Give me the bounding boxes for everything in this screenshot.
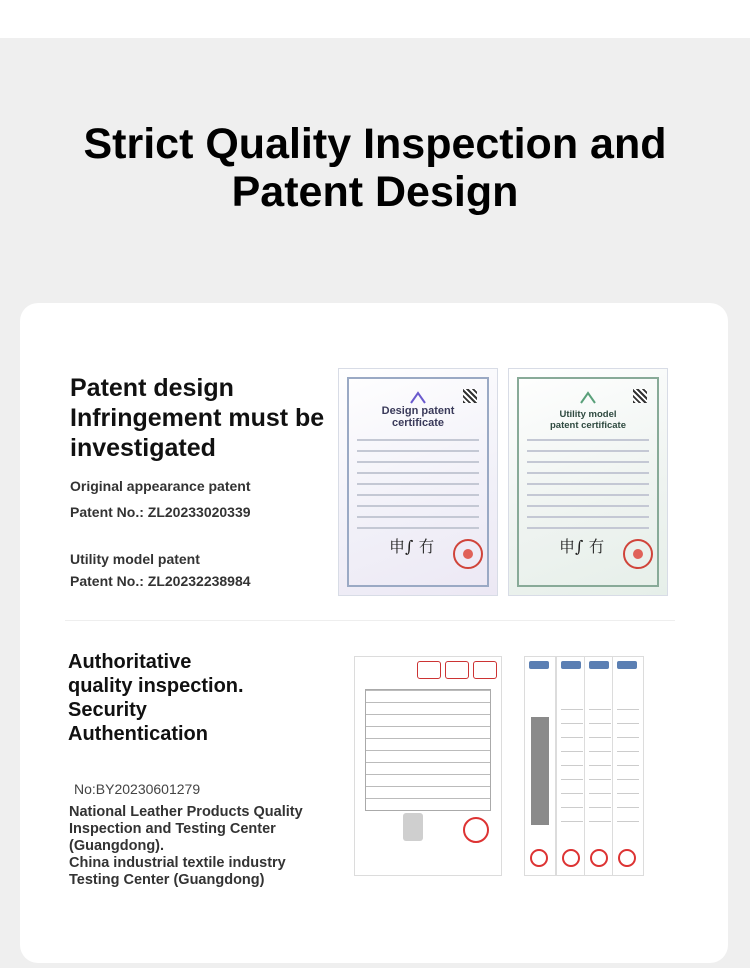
testing-center-line: National Leather Products Quality [69, 804, 303, 820]
testing-center-line: Testing Center (Guangdong) [69, 872, 265, 888]
testing-center-text [69, 804, 339, 889]
inspection-seal-icon [562, 849, 580, 867]
inspection-seal-icon [463, 817, 489, 843]
certificate-text-lines [527, 439, 649, 538]
product-photo [403, 813, 423, 841]
appearance-patent-number: Patent No.: ZL20233020339 [70, 504, 251, 520]
page-heading [0, 120, 750, 216]
report-table [365, 689, 491, 811]
inspection-seal-icon [530, 849, 548, 867]
report-logo-icon [617, 661, 637, 669]
appearance-patent-label: Original appearance patent [70, 478, 251, 494]
signature-icon: 申∫ 冇 [389, 537, 435, 556]
testing-center-line: (Guangdong). [69, 838, 165, 854]
heading-line-2: Patent Design [231, 168, 519, 216]
heading-line-1: Strict Quality Inspection and [83, 120, 667, 168]
patent-logo-icon [409, 391, 427, 405]
report-column [531, 717, 549, 825]
report-logo-icon [529, 661, 549, 669]
certificate-title [509, 409, 667, 431]
section-divider [65, 620, 675, 621]
inspection-title-line: Security [68, 699, 147, 721]
utility-model-certificate [508, 368, 668, 596]
certificate-title-line: certificate [392, 417, 444, 429]
report-logo-icon [561, 661, 581, 669]
report-number: No:BY20230601279 [74, 781, 201, 797]
inspection-title-line: Authoritative [68, 651, 192, 673]
design-patent-certificate [338, 368, 498, 596]
inspection-seal-icon [590, 849, 608, 867]
certificate-title-line: Design patent [381, 405, 455, 417]
official-seal-icon [453, 539, 483, 569]
certification-logos [359, 661, 497, 683]
top-strip [0, 0, 750, 38]
certificate-text-lines [357, 439, 479, 538]
utility-patent-label: Utility model patent [70, 551, 200, 567]
report-column [561, 697, 583, 835]
patent-logo-icon [579, 391, 597, 405]
signature-icon: 申∫ 冇 [559, 537, 605, 556]
testing-center-line: China industrial textile industry [69, 855, 286, 871]
qr-code-icon [463, 389, 477, 403]
report-page [612, 656, 644, 876]
inspection-title-line: quality inspection. [68, 675, 244, 697]
patent-title-line: Infringement must be [70, 404, 325, 432]
report-logo-icon [589, 661, 609, 669]
inspection-seal-icon [618, 849, 636, 867]
patent-title-line: Patent design [70, 374, 234, 402]
patent-section-title [70, 373, 350, 463]
certificate-title-line: Utility model [559, 409, 617, 420]
report-column [589, 697, 611, 835]
inspection-section-title [68, 650, 328, 746]
certificate-title [339, 405, 497, 429]
certificate-title-line: patent certificate [549, 420, 627, 431]
qr-code-icon [633, 389, 647, 403]
report-column [617, 697, 639, 835]
patent-title-line: investigated [70, 434, 216, 462]
report-page [524, 656, 556, 876]
testing-center-line: Inspection and Testing Center [69, 821, 276, 837]
inspection-title-line: Authentication [68, 723, 208, 745]
utility-patent-number: Patent No.: ZL20232238984 [70, 573, 251, 589]
inspection-report-image [354, 656, 502, 876]
official-seal-icon [623, 539, 653, 569]
